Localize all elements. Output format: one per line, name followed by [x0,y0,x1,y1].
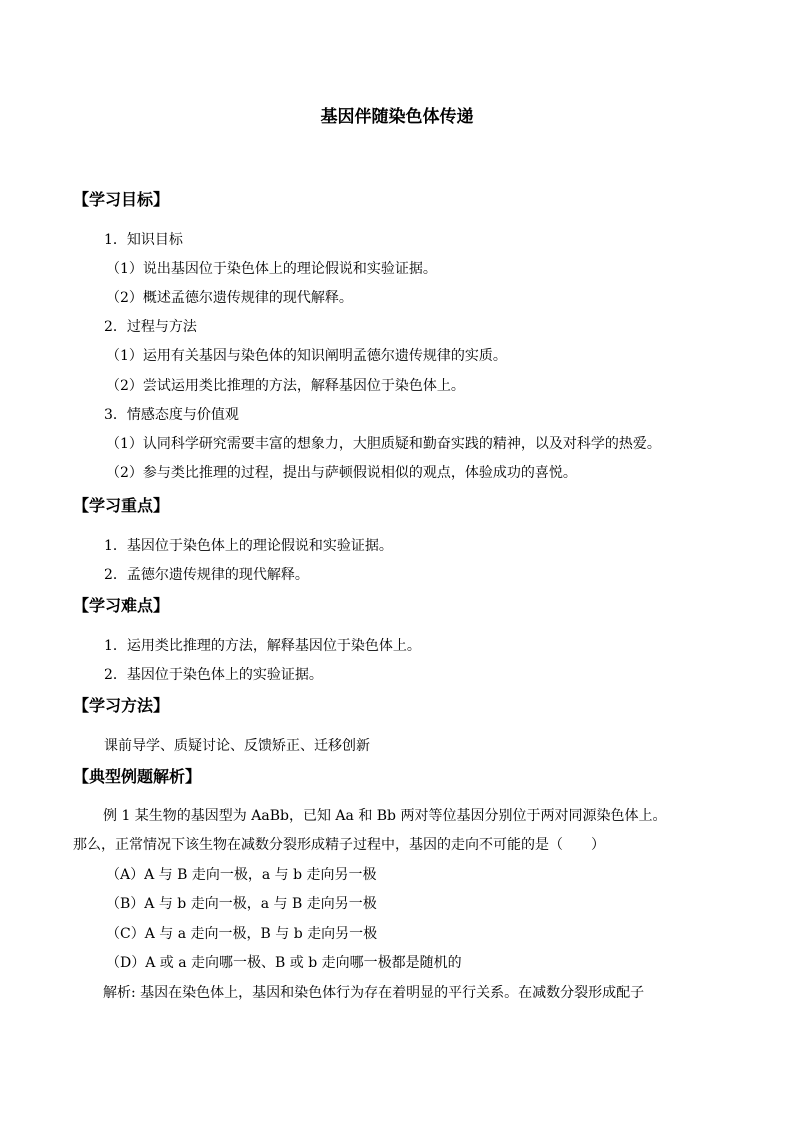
knowledge-objective: 1．知识目标 [104,232,183,248]
option-d: （D）A 或 a 走向哪一极、B 或 b 走向哪一极都是随机的 [106,955,462,971]
knowledge-objective-item-2: （2）概述孟德尔遗传规律的现代解释。 [106,290,353,306]
methods-text: 课前导学、质疑讨论、反馈矫正、迁移创新 [104,738,370,754]
key-point-item-2: 2．孟德尔遗传规律的现代解释。 [104,567,309,583]
analysis-text: 解析: 基因在染色体上，基因和染色体行为存在着明显的平行关系。在减数分裂形成配子 [103,985,645,1001]
emotion-objective: 3．情感态度与价值观 [104,407,239,423]
key-points-heading: 【学习重点】 [73,496,170,515]
option-a: （A）A 与 B 走向一极，a 与 b 走向另一极 [106,867,377,883]
process-objective-item-2: （2）尝试运用类比推理的方法，解释基因位于染色体上。 [106,378,465,394]
process-objective: 2．过程与方法 [104,319,197,335]
option-c: （C）A 与 a 走向一极，B 与 b 走向另一极 [106,926,378,942]
methods-heading: 【学习方法】 [73,696,170,715]
example-question-line-1: 例 1 某生物的基因型为 AaBb，已知 Aa 和 Bb 两对等位基因分别位于两对同源染色体上。 [103,808,667,824]
difficulties-heading: 【学习难点】 [73,596,170,615]
objectives-heading: 【学习目标】 [73,190,170,209]
emotion-objective-item-1: （1）认同科学研究需要丰富的想象力，大胆质疑和勤奋实践的精神，以及对科学的热爱。 [106,436,661,452]
knowledge-objective-item-1: （1）说出基因位于染色体上的理论假说和实验证据。 [106,261,437,277]
option-b: （B）A 与 b 走向一极，a 与 B 走向另一极 [106,896,377,912]
key-point-item-1: 1．基因位于染色体上的理论假说和实验证据。 [104,538,393,554]
difficulty-item-2: 2．基因位于染色体上的实验证据。 [104,667,323,683]
emotion-objective-item-2: （2）参与类比推理的过程，提出与萨顿假说相似的观点，体验成功的喜悦。 [106,465,577,481]
examples-heading: 【典型例题解析】 [73,767,202,786]
difficulty-item-1: 1．运用类比推理的方法，解释基因位于染色体上。 [104,638,421,654]
example-question-line-2: 那么，正常情况下该生物在减数分裂形成精子过程中，基因的走向不可能的是（ ） [73,837,605,853]
page-title: 基因伴随染色体传递 [320,107,474,127]
process-objective-item-1: （1）运用有关基因与染色体的知识阐明孟德尔遗传规律的实质。 [106,348,507,364]
